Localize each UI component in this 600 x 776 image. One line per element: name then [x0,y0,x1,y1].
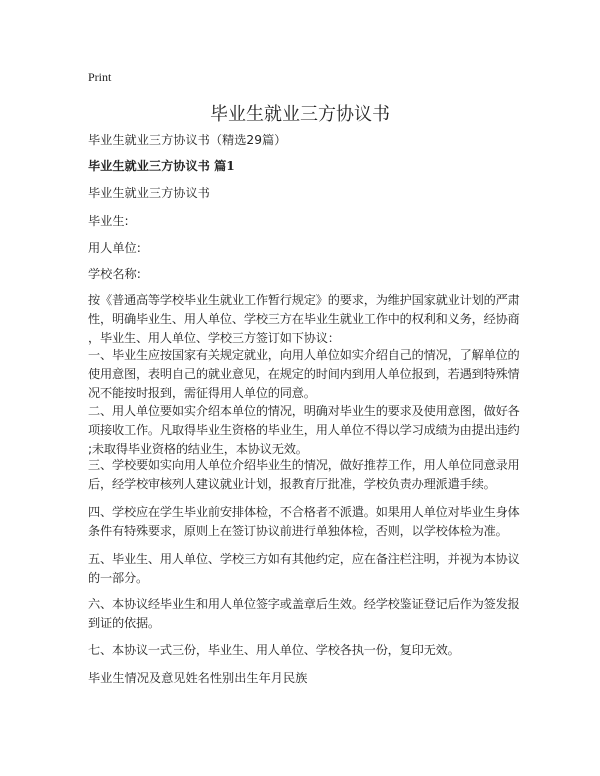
text-line: 三、学校要如实向用人单位介绍毕业生的情况，做好推荐工作，用人单位同意录用 [88,458,520,472]
text-line: 二、用人单位要如实介绍本单位的情况，明确对毕业生的要求及使用意图，做好各 [88,404,520,418]
subtitle: 毕业生就业三方协议书（精选29篇） [88,133,287,147]
text-line: 况不能按时报到，需征得用人单位的同意。 [88,386,316,400]
paragraph-clause-1 [88,346,520,403]
text-line: 五、毕业生、用人单位、学校三方如有其他约定，应在备注栏注明，并视为本协议 [88,552,520,566]
paragraph-clause-3 [88,456,520,494]
text-line: 到证的依据。 [88,616,160,630]
text-line: 按《普通高等学校毕业生就业工作暂行规定》的要求，为维护国家就业计划的严肃 [88,293,520,307]
field-employer: 用人单位: [88,241,141,255]
paragraph-clause-4 [88,503,520,541]
paragraph-clause-7 [88,641,460,660]
text-line: 六、本协议经毕业生和用人单位签字或盖章后生效。经学校鉴证登记后作为签发报 [88,597,520,611]
paragraph-clause-2 [88,402,520,459]
paragraph-intro [88,291,520,348]
print-link[interactable]: Print [88,70,112,84]
text-line: ;未取得毕业资格的结业生，本协议无效。 [88,442,308,456]
section-heading: 毕业生就业三方协议书 篇1 [88,159,235,173]
text-line: 七、本协议一式三份，毕业生、用人单位、学校各执一份，复印无效。 [88,643,460,657]
text-line: 使用意图，表明自己的就业意见，在规定的时间内到用人单位报到，若遇到特殊情 [88,367,520,381]
paragraph-clause-6 [88,595,520,633]
document-name: 毕业生就业三方协议书 [88,186,210,200]
paragraph-clause-5 [88,550,520,588]
text-line: 性，明确毕业生、用人单位、学校三方在毕业生就业工作中的权利和义务，经协商 [88,312,520,326]
text-line: 后，经学校审核列人建议就业计划，报教育厅批准，学校负责办理派遣手续。 [88,477,496,491]
text-line: 项接收工作。凡取得毕业生资格的毕业生，用人单位不得以学习成绩为由提出违约 [88,423,520,437]
text-line: ，毕业生、用人单位、学校三方签订如下协议： [88,331,340,345]
text-line: 一、毕业生应按国家有关规定就业，向用人单位如实介绍自己的情况，了解单位的 [88,348,520,362]
field-school: 学校名称: [88,267,141,281]
field-graduate: 毕业生: [88,214,129,228]
page-title: 毕业生就业三方协议书 [210,104,390,125]
text-line: 条件有特殊要求，原则上在签订协议前进行单独体检，否则，以学校体检为准。 [88,524,508,538]
text-line: 四、学校应在学生毕业前安排体检，不合格者不派遣。如果用人单位对毕业生身体 [88,505,520,519]
graduate-info-line: 毕业生情况及意见姓名性别出生年月民族 [88,671,308,685]
text-line: 的一部分。 [88,571,148,585]
